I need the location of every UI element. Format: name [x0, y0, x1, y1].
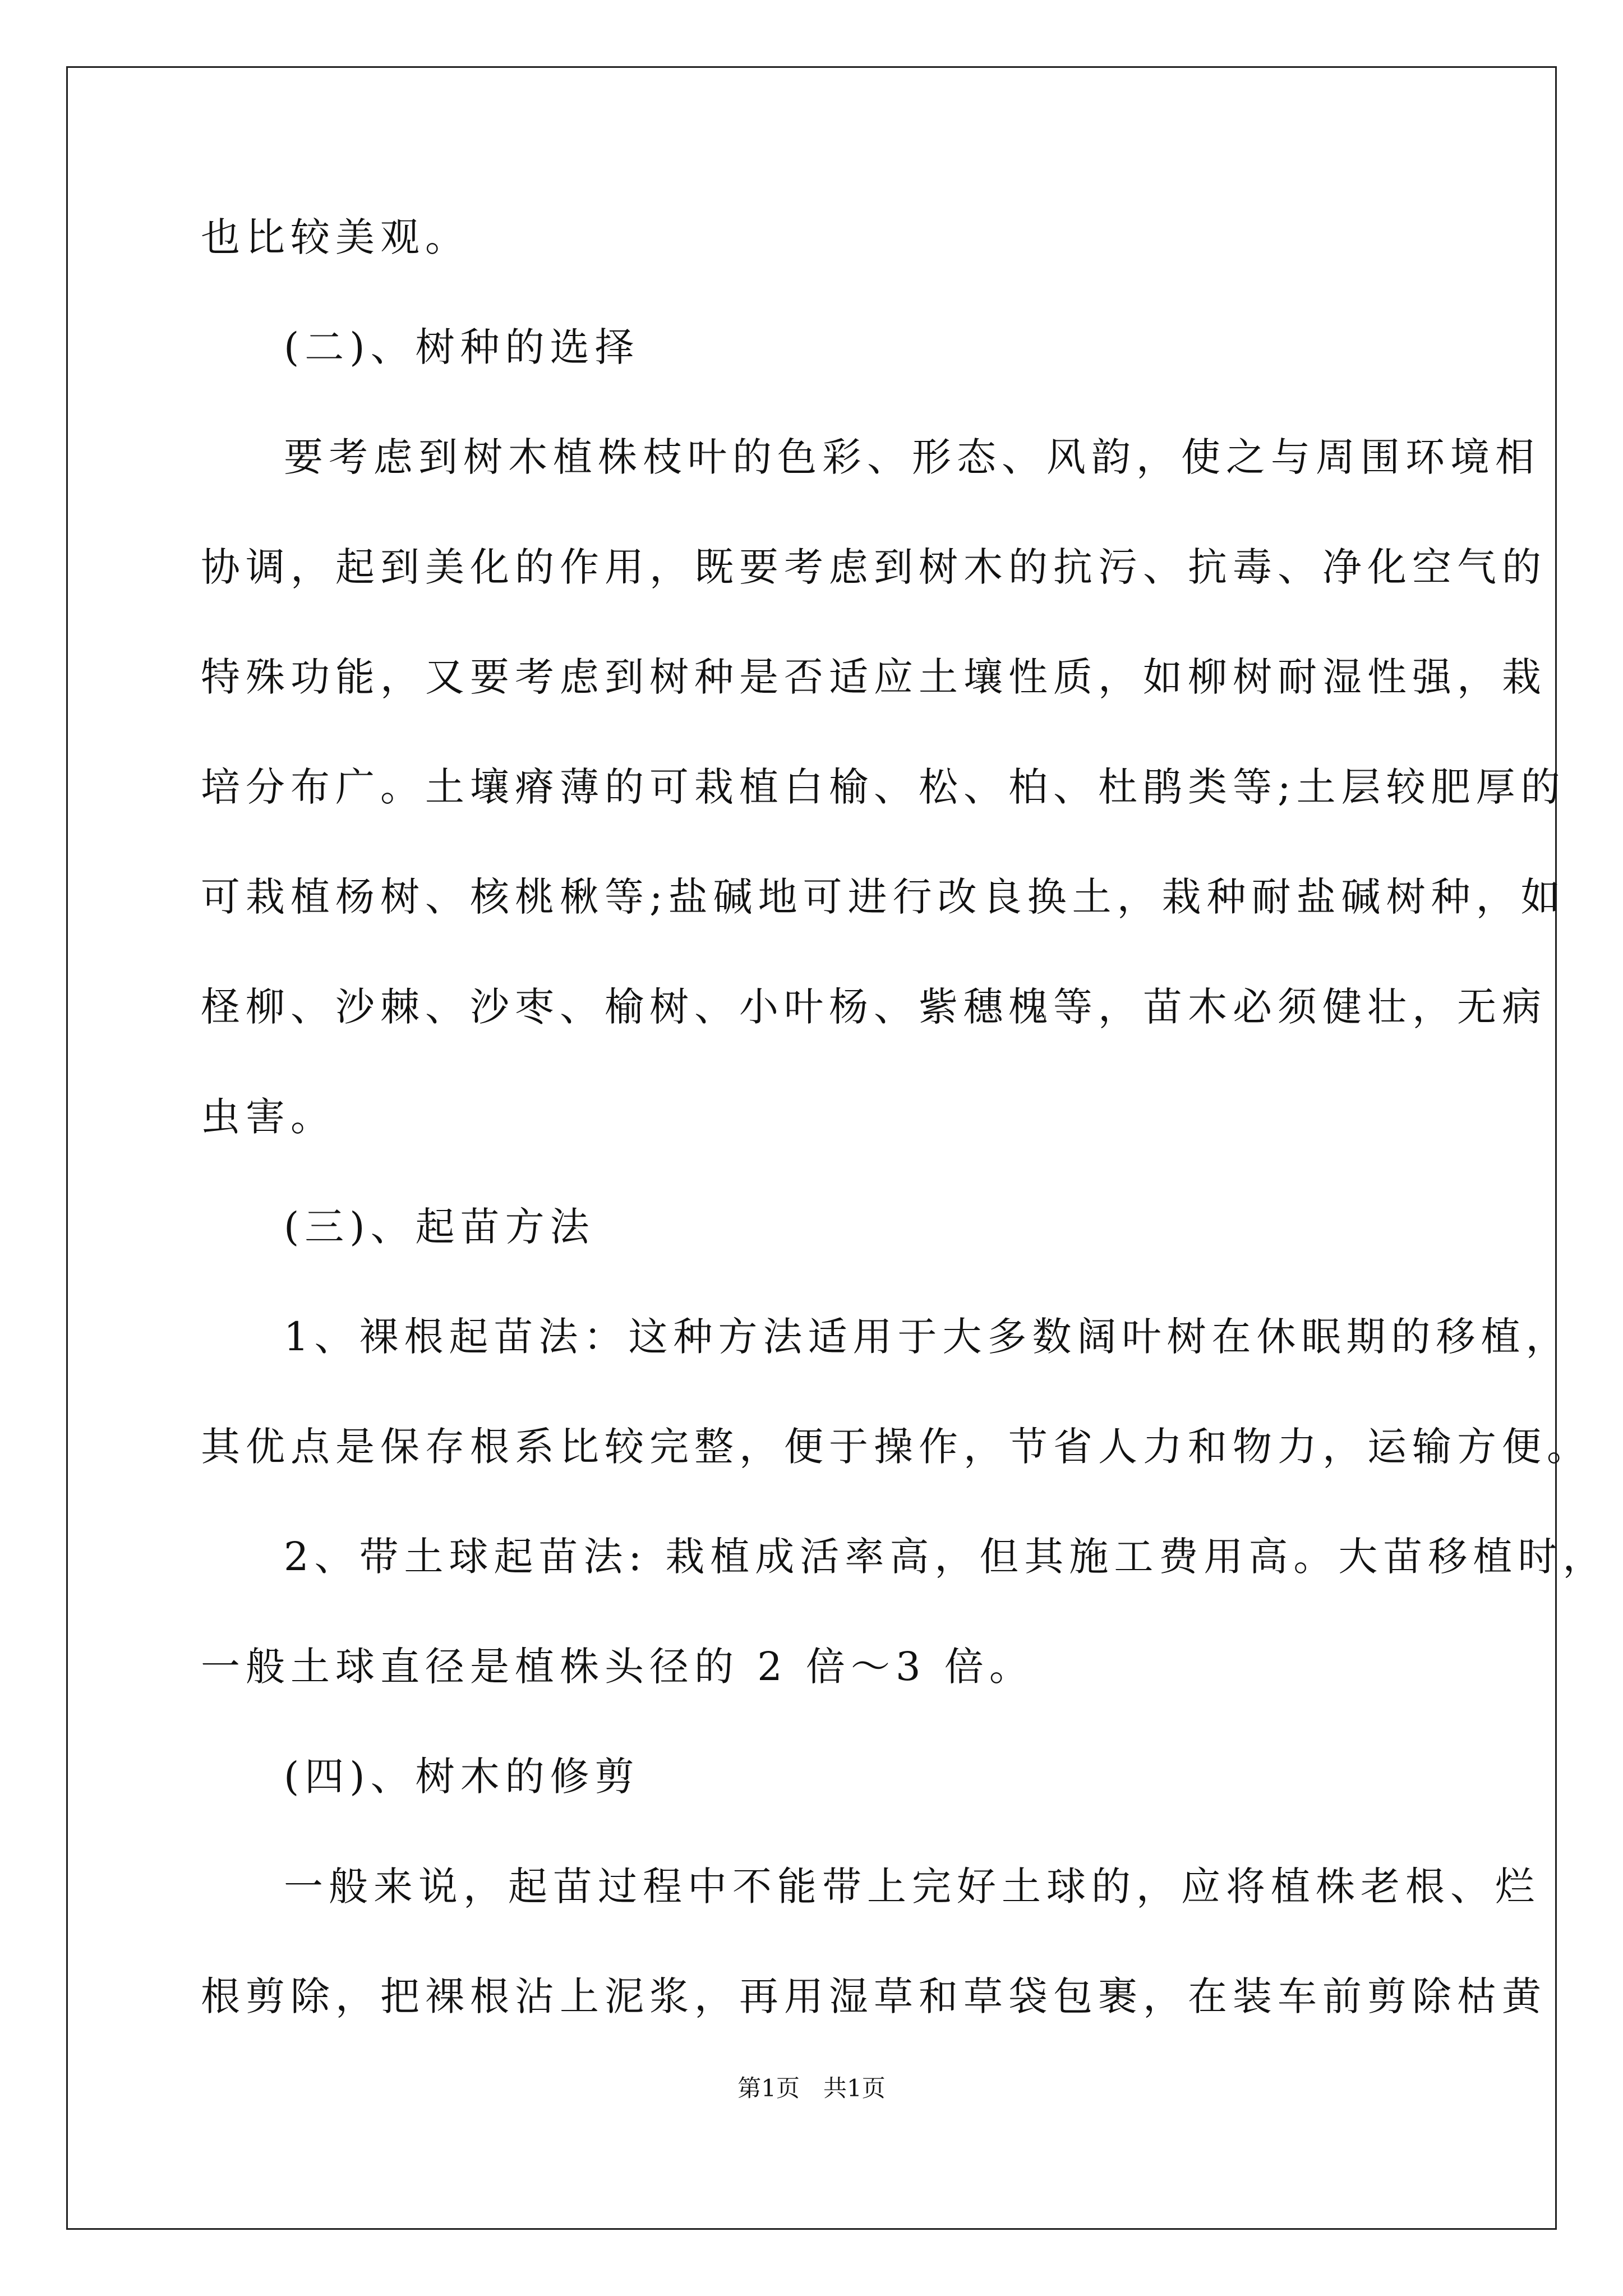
section-heading: (四)、树木的修剪: [284, 1754, 640, 1800]
text-line: 其优点是保存根系比较完整，便于操作，节省人力和物力，运输方便。: [201, 1424, 1592, 1470]
text-line: 可栽植杨树、核桃楸等;盐碱地可进行改良换土，栽种耐盐碱树种，如: [201, 874, 1566, 920]
text-line: 也比较美观。: [201, 214, 470, 260]
text-line: 一般土球直径是植株头径的 2 倍～3 倍。: [201, 1644, 1034, 1690]
text-line: 虫害。: [201, 1094, 335, 1140]
section-heading: (二)、树种的选择: [284, 324, 640, 370]
section-heading: (三)、起苗方法: [284, 1204, 595, 1250]
text-line: 要考虑到树木植株枝叶的色彩、形态、风韵，使之与周围环境相: [284, 434, 1540, 480]
text-line: 特殊功能，又要考虑到树种是否适应土壤性质，如柳树耐湿性强，栽: [201, 654, 1547, 700]
text-line: 根剪除，把裸根沾上泥浆，再用湿草和草袋包裹，在装车前剪除枯黄: [201, 1973, 1547, 2019]
text-line: 柽柳、沙棘、沙枣、榆树、小叶杨、紫穗槐等，苗木必须健壮，无病: [201, 984, 1547, 1030]
text-line: 2、带土球起苗法: 栽植成活率高，但其施工费用高。大苗移植时，: [284, 1534, 1608, 1580]
text-line: 1、裸根起苗法：这种方法适用于大多数阔叶树在休眠期的移植，: [284, 1314, 1571, 1360]
text-line: 培分布广。土壤瘠薄的可栽植白榆、松、柏、杜鹃类等;土层较肥厚的: [201, 764, 1566, 810]
text-line: 协调，起到美化的作用，既要考虑到树木的抗污、抗毒、净化空气的: [201, 544, 1547, 590]
page-number: 第1页 共1页: [737, 2074, 886, 2102]
text-line: 一般来说，起苗过程中不能带上完好土球的，应将植株老根、烂: [284, 1864, 1540, 1910]
